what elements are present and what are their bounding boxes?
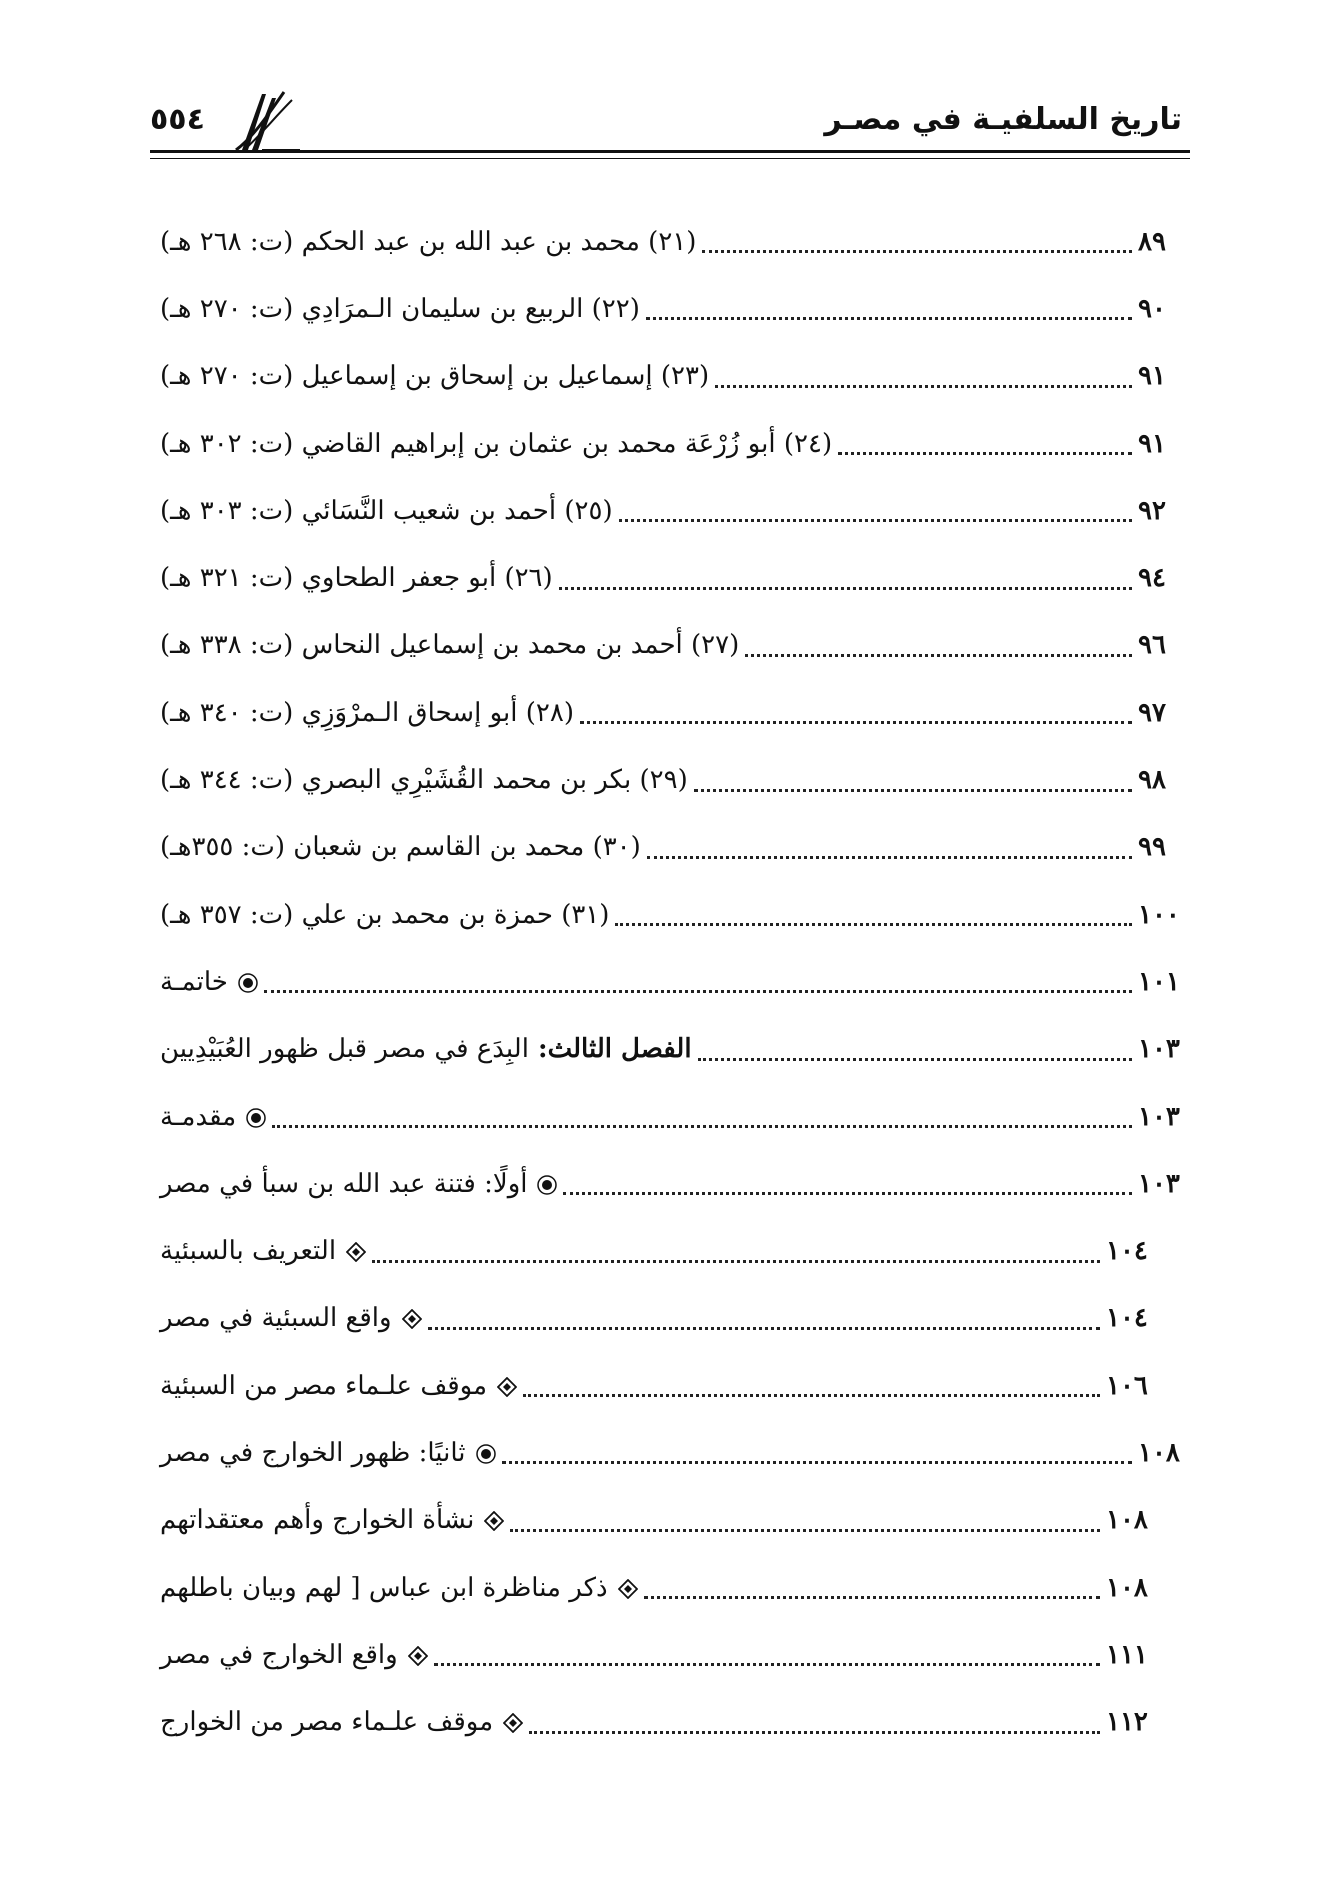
- toc-section-title: مقدمـة: [160, 1104, 266, 1130]
- dot-leader: [745, 646, 1132, 657]
- toc-section[interactable]: [160, 1083, 1190, 1150]
- dot-leader: [434, 1655, 1100, 1666]
- header-rule: [150, 150, 1190, 153]
- toc-page-number: ٩٦: [1138, 630, 1166, 661]
- toc-page-number: ١٠٨: [1138, 1437, 1180, 1468]
- dot-leader: [838, 444, 1132, 455]
- toc-page-number: ١٠٣: [1138, 1168, 1180, 1199]
- toc-subsection-title: التعريف بالسبئية: [160, 1238, 366, 1264]
- toc-subsection[interactable]: [160, 1689, 1190, 1756]
- dot-leader: [698, 1050, 1132, 1061]
- dot-leader: [715, 377, 1132, 388]
- toc-section-title: خاتمـة: [160, 969, 258, 995]
- toc-entry-title: (٢٣) إسماعيل بن إسحاق بن إسماعيل (ت: ٢٧٠ هـ): [160, 361, 710, 392]
- dot-leader: [702, 242, 1132, 253]
- toc-entry[interactable]: [160, 814, 1190, 881]
- toc-section[interactable]: [160, 1150, 1190, 1217]
- toc-page-number: ١٠٤: [1106, 1303, 1148, 1334]
- dot-leader: [272, 1117, 1132, 1128]
- toc-entry-title: (٢٦) أبو جعفر الطحاوي (ت: ٣٢١ هـ): [160, 563, 553, 594]
- toc-section-title: ثانيًا: ظهور الخوارج في مصر: [160, 1440, 496, 1466]
- flower-bullet-icon: [238, 973, 258, 993]
- diamond-bullet-icon: [402, 1309, 422, 1329]
- toc-entry-title: (٣٠) محمد بن القاسم بن شعبان (ت: ٣٥٥هـ): [160, 832, 641, 863]
- toc-page-number: ٩٢: [1138, 495, 1166, 526]
- dot-leader: [428, 1319, 1100, 1330]
- toc-entry[interactable]: [160, 612, 1190, 679]
- diamond-bullet-icon: [618, 1579, 638, 1599]
- toc-subsection[interactable]: [160, 1487, 1190, 1554]
- dot-leader: [502, 1453, 1133, 1464]
- diamond-bullet-icon: [408, 1646, 428, 1666]
- toc-page-number: ٩٤: [1138, 563, 1166, 594]
- toc-page-number: ٩٩: [1138, 832, 1166, 863]
- flower-bullet-icon: [246, 1108, 266, 1128]
- diamond-bullet-icon: [484, 1511, 504, 1531]
- book-icon: [232, 88, 302, 154]
- toc-page-number: ١٠٣: [1138, 1034, 1180, 1065]
- toc-page-number: ٩١: [1138, 428, 1166, 459]
- header-rule-thin: [150, 158, 1190, 159]
- toc-page-number: ٩٠: [1138, 293, 1166, 324]
- toc-subsection[interactable]: [160, 1554, 1190, 1621]
- dot-leader: [644, 1588, 1100, 1599]
- toc-subsection[interactable]: [160, 1285, 1190, 1352]
- toc-section-title: أولًا: فتنة عبد الله بن سبأ في مصر: [160, 1171, 557, 1197]
- toc-entry-title: (٢٧) أحمد بن محمد بن إسماعيل النحاس (ت: ٣٣٨ هـ): [160, 630, 740, 661]
- toc-entry[interactable]: [160, 544, 1190, 611]
- toc-subsection-title: موقف علـماء مصر من الخوارج: [160, 1709, 523, 1735]
- toc-page-number: ١١١: [1106, 1639, 1148, 1670]
- toc-page-number: ١٠٤: [1106, 1236, 1148, 1267]
- flower-bullet-icon: [537, 1175, 557, 1195]
- toc-entry[interactable]: [160, 746, 1190, 813]
- toc-section[interactable]: [160, 948, 1190, 1015]
- dot-leader: [694, 781, 1132, 792]
- diamond-bullet-icon: [503, 1713, 523, 1733]
- dot-leader: [563, 1184, 1132, 1195]
- toc-page-number: ١٠٦: [1106, 1370, 1148, 1401]
- toc-entry[interactable]: [160, 881, 1190, 948]
- table-of-contents: [160, 208, 1190, 1756]
- toc-subsection-title: ذكر مناظرة ابن عباس [ لهم وبيان باطلهم: [160, 1575, 638, 1601]
- toc-subsection[interactable]: [160, 1352, 1190, 1419]
- toc-chapter-title: [160, 1034, 692, 1065]
- toc-entry[interactable]: [160, 410, 1190, 477]
- toc-page-number: ١٠٨: [1106, 1505, 1148, 1536]
- toc-subsection-title: نشأة الخوارج وأهم معتقداتهم: [160, 1507, 504, 1533]
- dot-leader: [372, 1252, 1100, 1263]
- toc-entry-title: (٢٥) أحمد بن شعيب النَّسَائي (ت: ٣٠٣ هـ): [160, 495, 613, 526]
- dot-leader: [580, 713, 1132, 724]
- dot-leader: [619, 511, 1132, 522]
- dot-leader: [529, 1723, 1100, 1734]
- toc-page-number: ١٠٨: [1106, 1572, 1148, 1603]
- toc-entry-title: (٢٢) الربيع بن سليمان الـمرَادِي (ت: ٢٧٠ هـ): [160, 293, 640, 324]
- dot-leader: [646, 309, 1132, 320]
- diamond-bullet-icon: [346, 1242, 366, 1262]
- chapter-prefix: الفصل الثالث:: [538, 1034, 692, 1065]
- page-header: [150, 88, 1190, 158]
- toc-entry[interactable]: [160, 343, 1190, 410]
- toc-entry[interactable]: [160, 679, 1190, 746]
- toc-page-number: ١٠١: [1138, 966, 1180, 997]
- toc-page-number: ١٠٣: [1138, 1101, 1180, 1132]
- toc-subsection-title: واقع الخوارج في مصر: [160, 1642, 428, 1668]
- dot-leader: [559, 579, 1132, 590]
- chapter-title: البِدَع في مصر قبل ظهور العُبَيْدِيين: [160, 1034, 529, 1065]
- toc-subsection[interactable]: [160, 1217, 1190, 1284]
- toc-entry[interactable]: [160, 477, 1190, 544]
- toc-entry-title: (٢٨) أبو إسحاق الـمرْوَزِي (ت: ٣٤٠ هـ): [160, 697, 574, 728]
- toc-section[interactable]: [160, 1419, 1190, 1486]
- toc-entry-title: (٢٩) بكر بن محمد القُشَيْرِي البصري (ت: ٣٤٤ هـ): [160, 765, 688, 796]
- toc-entry-title: (٢١) محمد بن عبد الله بن عبد الحكم (ت: ٢٦٨ هـ): [160, 226, 697, 257]
- toc-page-number: ٩٧: [1138, 697, 1166, 728]
- toc-entry-title: (٣١) حمزة بن محمد بن علي (ت: ٣٥٧ هـ): [160, 899, 610, 930]
- dot-leader: [647, 848, 1132, 859]
- toc-chapter[interactable]: [160, 1016, 1190, 1083]
- toc-subsection-title: واقع السبئية في مصر: [160, 1305, 422, 1331]
- toc-page-number: ٨٩: [1138, 226, 1166, 257]
- dot-leader: [264, 982, 1132, 993]
- toc-entry[interactable]: [160, 208, 1190, 275]
- page-number: ٥٥٤: [150, 102, 205, 137]
- toc-entry[interactable]: [160, 275, 1190, 342]
- dot-leader: [523, 1386, 1100, 1397]
- toc-entry-title: (٢٤) أبو زُرْعَة محمد بن عثمان بن إبراهيم القاضي (ت: ٣٠٢ هـ): [160, 428, 833, 459]
- dot-leader: [510, 1521, 1100, 1532]
- diamond-bullet-icon: [497, 1377, 517, 1397]
- toc-subsection[interactable]: [160, 1621, 1190, 1688]
- toc-page-number: ١٠٠: [1138, 899, 1180, 930]
- toc-subsection-title: موقف علـماء مصر من السبئية: [160, 1373, 517, 1399]
- toc-page-number: ٩٨: [1138, 765, 1166, 796]
- dot-leader: [615, 915, 1132, 926]
- running-title: تاريخ السلفيـة في مصـر: [824, 102, 1182, 137]
- flower-bullet-icon: [476, 1444, 496, 1464]
- toc-page-number: ٩١: [1138, 361, 1166, 392]
- toc-page-number: ١١٢: [1106, 1707, 1148, 1738]
